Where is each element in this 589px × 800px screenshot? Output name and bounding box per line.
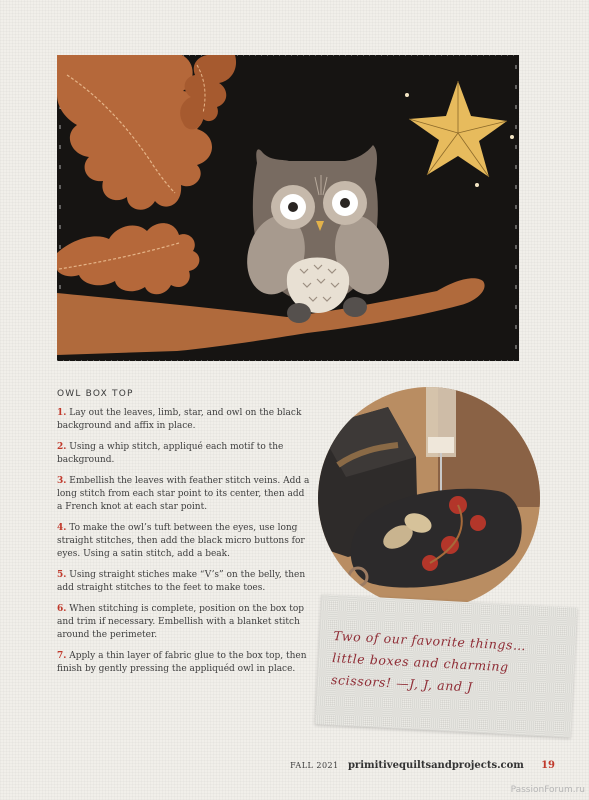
website-url: primitivequiltsandprojects.com xyxy=(347,760,524,771)
instruction-list xyxy=(57,407,312,684)
note-line: Two of our favorite things… xyxy=(333,628,527,654)
note-card xyxy=(315,594,577,737)
instruction-step xyxy=(57,475,312,514)
note-text xyxy=(331,625,562,703)
step-text: Using a whip stitch, appliqué each motif to the background. xyxy=(57,442,284,465)
instruction-step xyxy=(57,603,312,642)
step-number: 7. xyxy=(57,651,67,661)
step-text: Using straight stiches make “V’s” on the belly, then add straight stitches to the feet to make toes. xyxy=(57,570,306,593)
instruction-step xyxy=(57,650,312,676)
watermark: PassionForum.ru xyxy=(510,785,585,795)
section-title: OWL BOX TOP xyxy=(57,389,134,399)
note-line: little boxes and charming xyxy=(331,650,510,675)
issue-season: FALL 2021 xyxy=(290,761,339,770)
page-footer xyxy=(290,760,555,771)
step-text: When stitching is complete, position on the box top and trim if necessary. Embellish with a blanket stitch around the perimeter. xyxy=(57,604,304,640)
step-text: Apply a thin layer of fabric glue to the box top, then finish by gently pressing the appliquéd owl in place. xyxy=(57,651,307,674)
step-text: Embellish the leaves with feather stitch veins. Add a long stitch from each star point to its center, then add a French knot at each star point. xyxy=(57,476,310,512)
project-photo xyxy=(318,387,540,609)
instruction-step xyxy=(57,441,312,467)
instruction-step xyxy=(57,569,312,595)
instruction-step xyxy=(57,522,312,561)
step-number: 5. xyxy=(57,570,67,580)
step-text: Lay out the leaves, limb, star, and owl on the black background and affix in place. xyxy=(57,408,302,431)
note-line: scissors! —J, J, and J xyxy=(330,672,474,695)
page-number: 19 xyxy=(541,760,555,771)
step-text: To make the owl’s tuft between the eyes, use long straight stitches, then add the black micro buttons for eyes. Using a satin stitch, add a beak. xyxy=(57,523,305,559)
step-number: 3. xyxy=(57,476,67,486)
instruction-step xyxy=(57,407,312,433)
step-number: 4. xyxy=(57,523,67,533)
step-number: 1. xyxy=(57,408,67,418)
step-number: 6. xyxy=(57,604,67,614)
step-number: 2. xyxy=(57,442,67,452)
owl-pattern-illustration xyxy=(57,55,519,361)
